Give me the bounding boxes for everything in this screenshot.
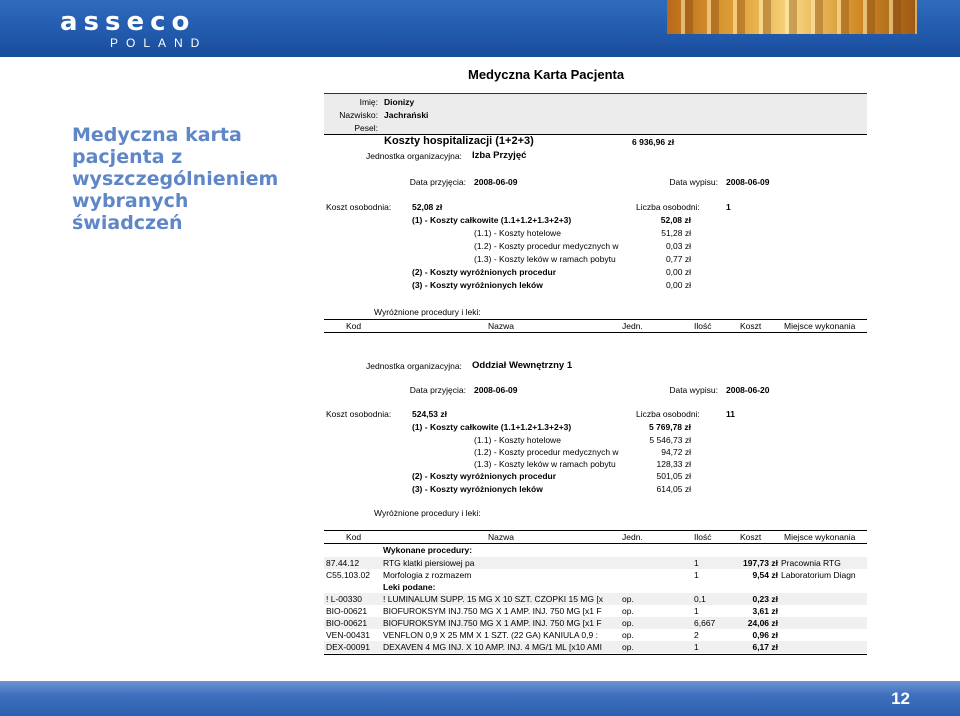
cost-line-value: 0,00 zł [665, 280, 691, 290]
slide-title: Medyczna karta pacjenta z wyszczególnieniem wybranych świadczeń [72, 124, 279, 234]
row-cost: 197,73 zł [743, 558, 778, 568]
admit-label: Data przyjęcia: [409, 177, 466, 187]
cost-line-label: (1.2) - Koszty procedur medycznych w [474, 447, 619, 457]
last-name-label: Nazwisko: [339, 110, 378, 120]
col-header-jedn: Jedn. [622, 532, 643, 542]
admit-date: 2008-06-09 [474, 177, 518, 187]
cost-line-value: 0,00 zł [665, 267, 691, 277]
daycost-label: Koszt osobodnia: [326, 409, 392, 419]
row-place: Pracownia RTG [781, 558, 841, 568]
row-unit: op. [622, 594, 634, 604]
days-label: Liczba osobodni: [636, 409, 700, 419]
procedures-section-label: Wykonane procedury: [383, 545, 473, 555]
asseco-logo: asseco [60, 7, 196, 37]
cost-line-value: 614,05 zł [656, 484, 691, 494]
row-unit: op. [622, 642, 634, 652]
cost-line-value: 52,08 zł [660, 215, 691, 225]
cost-line-value: 0,03 zł [665, 241, 691, 251]
row-code: 87.44.12 [326, 558, 360, 568]
row-name: BIOFUROKSYM INJ.750 MG X 1 AMP. INJ. 750 MG [x1 F [383, 606, 602, 616]
col-header-nazwa: Nazwa [488, 321, 514, 331]
row-cost: 9,54 zł [752, 570, 778, 580]
row-unit: op. [622, 606, 634, 616]
admit-label: Data przyjęcia: [409, 385, 466, 395]
daycost-label: Koszt osobodnia: [326, 202, 392, 212]
col-header-koszt: Koszt [740, 532, 762, 542]
cost-line-value: 501,05 zł [656, 471, 691, 481]
table-header-rule-bottom [324, 543, 867, 544]
distinguished-label: Wyróżnione procedury i leki: [374, 307, 481, 317]
row-name: BIOFUROKSYM INJ.750 MG X 1 AMP. INJ. 750 MG [x1 F [383, 618, 602, 628]
row-qty: 1 [694, 606, 699, 616]
row-name: DEXAVEN 4 MG INJ. X 10 AMP. INJ. 4 MG/1 ML [x10 AMI [383, 642, 603, 652]
daycost-value: 524,53 zł [412, 409, 447, 419]
row-code: VEN-00431 [326, 630, 370, 640]
cost-line-label: (3) - Koszty wyróżnionych leków [412, 280, 543, 290]
row-qty: 1 [694, 642, 699, 652]
row-name: ! LUMINALUM SUPP. 15 MG X 10 SZT. CZOPKI 15 MG [x [383, 594, 603, 604]
row-code: BIO-00621 [326, 606, 368, 616]
row-cost: 3,61 zł [752, 606, 778, 616]
cost-line-label: (1) - Koszty całkowite (1.1+1.2+1.3+2+3) [412, 422, 572, 432]
row-qty: 0,1 [694, 594, 706, 604]
row-cost: 0,96 zł [752, 630, 778, 640]
row-code: C55.103.02 [326, 570, 370, 580]
days-value: 1 [726, 202, 731, 212]
row-qty: 1 [694, 570, 699, 580]
cost-line-label: (1.3) - Koszty leków w ramach pobytu [474, 459, 616, 469]
row-code: BIO-00621 [326, 618, 368, 628]
table-header-rule-bottom [324, 332, 867, 333]
unit-name: Oddział Wewnętrzny 1 [472, 360, 573, 371]
row-place: Laboratorium Diagn [781, 570, 856, 580]
table-bottom-rule [324, 654, 867, 655]
row-cost: 6,17 zł [752, 642, 778, 652]
hospitalization-label: Koszty hospitalizacji (1+2+3) [384, 135, 534, 147]
page-number: 12 [891, 689, 910, 708]
cost-line-value: 51,28 zł [661, 228, 691, 238]
cost-line-label: (1.1) - Koszty hotelowe [474, 435, 561, 445]
cost-line-label: (2) - Koszty wyróżnionych procedur [412, 267, 557, 277]
row-name: Morfologia z rozmazem [383, 570, 472, 580]
col-header-miejsce: Miejsce wykonania [784, 532, 856, 542]
discharge-label: Data wypisu: [669, 177, 718, 187]
col-header-miejsce: Miejsce wykonania [784, 321, 856, 331]
cost-line-label: (1) - Koszty całkowite (1.1+1.2+1.3+2+3) [412, 215, 572, 225]
row-code: DEX-00091 [326, 642, 370, 652]
row-name: VENFLON 0,9 X 25 MM X 1 SZT. (22 GA) KANIULA 0,9 : [383, 630, 598, 640]
row-unit: op. [622, 630, 634, 640]
discharge-label: Data wypisu: [669, 385, 718, 395]
cost-line-label: (1.3) - Koszty leków w ramach pobytu [474, 254, 616, 264]
col-header-nazwa: Nazwa [488, 532, 514, 542]
cost-line-value: 128,33 zł [656, 459, 691, 469]
row-qty: 2 [694, 630, 699, 640]
logo-subtitle: POLAND [110, 36, 208, 50]
cost-line-value: 0,77 zł [665, 254, 691, 264]
hospitalization-value: 6 936,96 zł [632, 137, 675, 147]
header-columns-image [667, 0, 917, 34]
first-name-label: Imię: [359, 97, 378, 107]
cost-line-label: (2) - Koszty wyróżnionych procedur [412, 471, 557, 481]
pesel-label: Pesel: [354, 123, 378, 133]
drugs-section-label: Leki podane: [383, 582, 436, 592]
cost-line-label: (1.2) - Koszty procedur medycznych w [474, 241, 619, 251]
admit-date: 2008-06-09 [474, 385, 518, 395]
cost-line-value: 5 769,78 zł [648, 422, 691, 432]
unit-name: Izba Przyjęć [472, 150, 527, 161]
row-name: RTG klatki piersiowej pa [383, 558, 475, 568]
row-unit: op. [622, 618, 634, 628]
table-header-rule [324, 530, 867, 531]
col-header-jedn: Jedn. [622, 321, 643, 331]
days-value: 11 [726, 409, 735, 419]
distinguished-label: Wyróżnione procedury i leki: [374, 508, 481, 518]
discharge-date: 2008-06-20 [726, 385, 770, 395]
table-header-rule [324, 319, 867, 320]
unit-label: Jednostka organizacyjna: [366, 361, 462, 371]
row-cost: 24,06 zł [747, 618, 778, 628]
col-header-kod: Kod [346, 532, 362, 542]
col-header-ilosc: Ilość [694, 321, 712, 331]
cost-line-value: 5 546,73 zł [649, 435, 691, 445]
last-name-value: Jachrański [384, 110, 429, 120]
footer-bar [0, 681, 960, 716]
document-title: Medyczna Karta Pacjenta [468, 67, 625, 82]
col-header-kod: Kod [346, 321, 362, 331]
daycost-value: 52,08 zł [412, 202, 443, 212]
row-qty: 6,667 [694, 618, 716, 628]
cost-line-label: (3) - Koszty wyróżnionych leków [412, 484, 543, 494]
cost-line-value: 94,72 zł [661, 447, 691, 457]
col-header-ilosc: Ilość [694, 532, 712, 542]
unit-label: Jednostka organizacyjna: [366, 151, 462, 161]
row-cost: 0,23 zł [752, 594, 778, 604]
row-qty: 1 [694, 558, 699, 568]
days-label: Liczba osobodni: [636, 202, 700, 212]
row-code: ! L-00330 [326, 594, 362, 604]
cost-line-label: (1.1) - Koszty hotelowe [474, 228, 561, 238]
first-name-value: Dionizy [384, 97, 415, 107]
col-header-koszt: Koszt [740, 321, 762, 331]
discharge-date: 2008-06-09 [726, 177, 770, 187]
